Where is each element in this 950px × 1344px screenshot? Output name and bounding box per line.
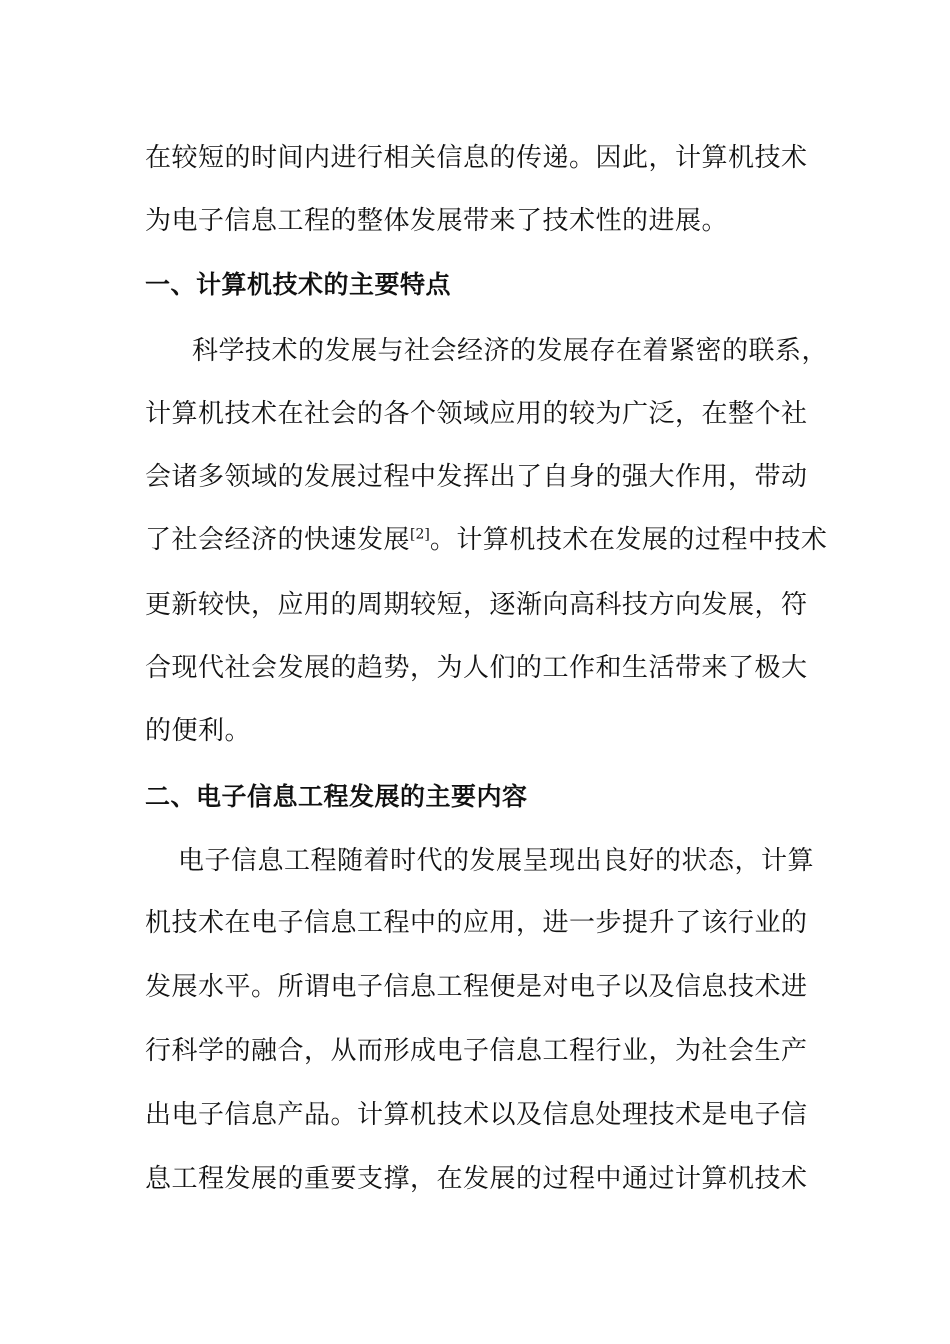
paragraph-line-with-citation [145,524,827,556]
text-segment: 。计算机技术在发展的过程中技术 [429,525,828,555]
text-segment: 了社会经济的快速发展 [145,525,411,555]
paragraph-line: 科学技术的发展与社会经济的发展存在着紧密的联系， [192,336,829,366]
section-heading-2: 二、电子信息工程发展的主要内容 [145,782,528,811]
paragraph-line: 电子信息工程随着时代的发展呈现出良好的状态，计算 [178,846,815,876]
paragraph-line: 行科学的融合，从而形成电子信息工程行业，为社会生产 [145,1036,808,1066]
paragraph-line: 会诸多领域的发展过程中发挥出了自身的强大作用，带动 [145,462,808,492]
paragraph-line: 为电子信息工程的整体发展带来了技术性的进展。 [145,206,729,236]
paragraph-line: 的便利。 [145,716,252,746]
paragraph-line: 计算机技术在社会的各个领域应用的较为广泛，在整个社 [145,399,808,429]
paragraph-line: 更新较快，应用的周期较短，逐渐向高科技方向发展，符 [145,590,808,620]
paragraph-line: 息工程发展的重要支撑，在发展的过程中通过计算机技术 [145,1164,808,1194]
citation-marker: [2] [410,526,430,543]
paragraph-line: 出电子信息产品。计算机技术以及信息处理技术是电子信 [145,1100,808,1130]
paragraph-line: 在较短的时间内进行相关信息的传递。因此，计算机技术 [145,143,808,173]
paragraph-line: 合现代社会发展的趋势，为人们的工作和生活带来了极大 [145,653,808,683]
paragraph-line: 机技术在电子信息工程中的应用，进一步提升了该行业的 [145,908,808,938]
paragraph-line: 发展水平。所谓电子信息工程便是对电子以及信息技术进 [145,972,808,1002]
section-heading-1: 一、计算机技术的主要特点 [145,270,452,299]
